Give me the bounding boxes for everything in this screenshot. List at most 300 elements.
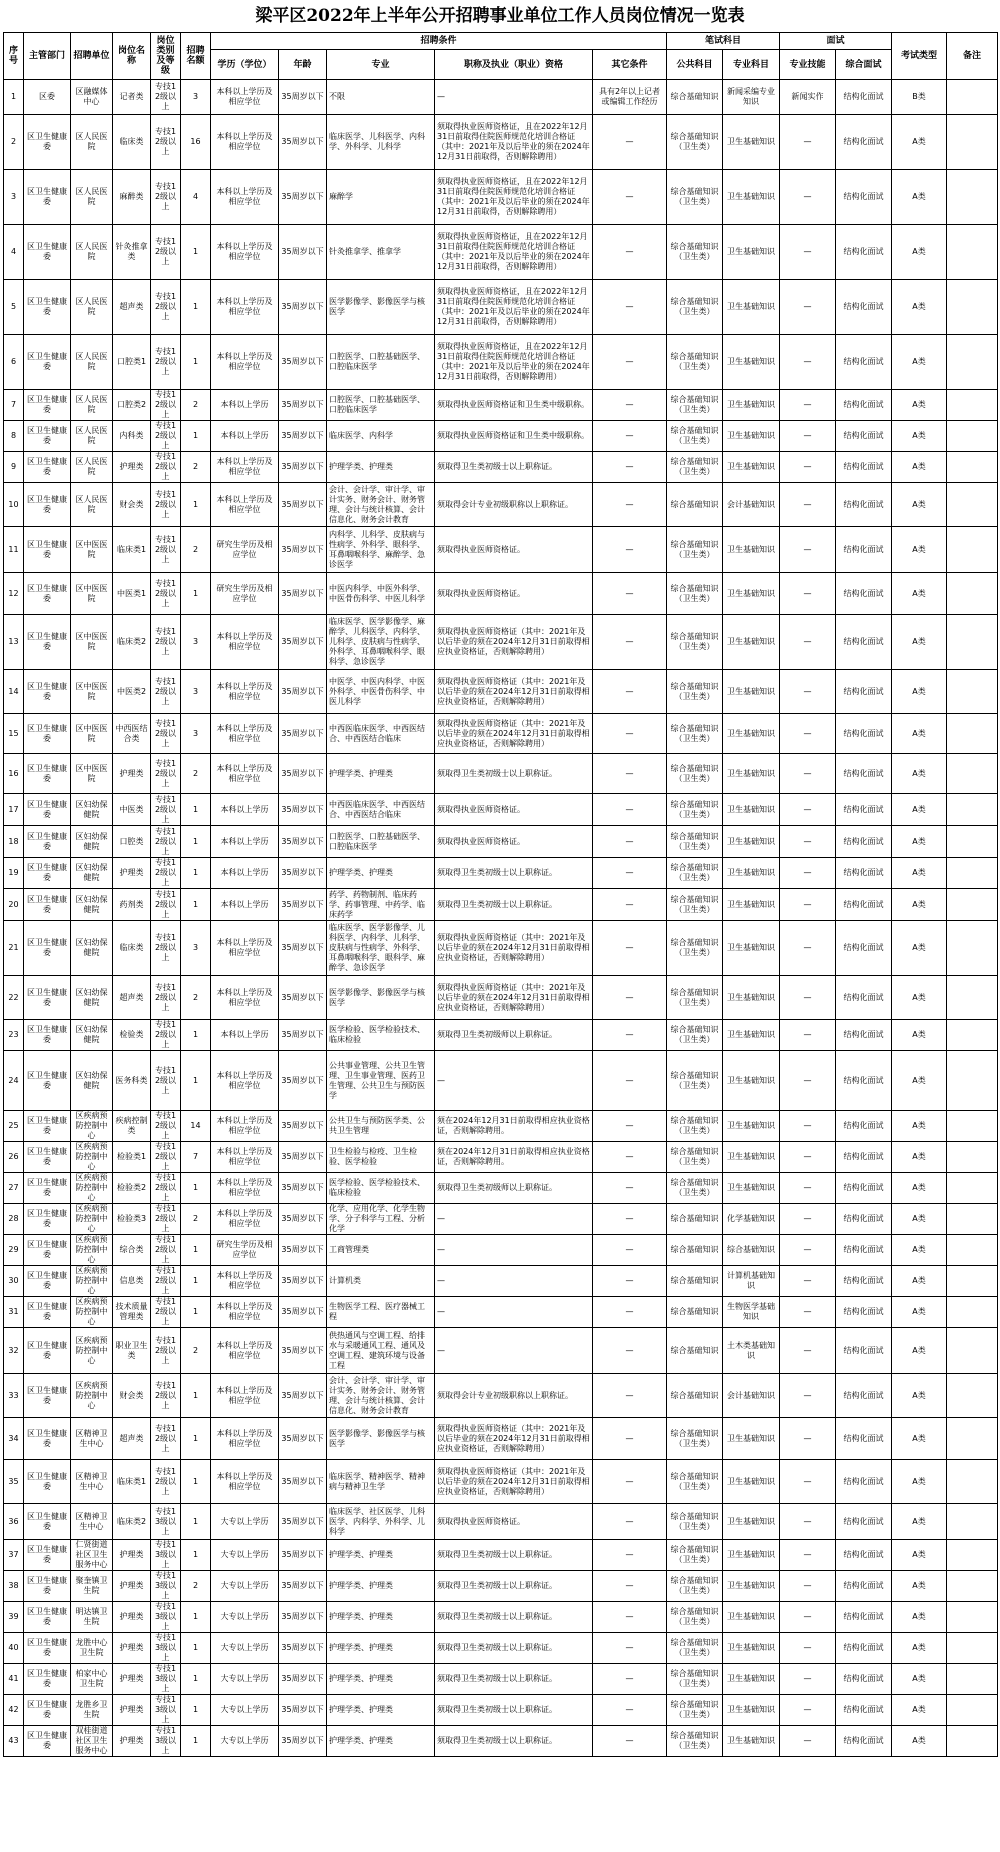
cell-post: 检验类1 [113, 1142, 151, 1173]
cell-age: 35周岁以下 [279, 1235, 327, 1266]
cell-other: — [593, 794, 667, 826]
cell-cat: 专技12级以上 [151, 573, 181, 615]
cell-post: 护理类 [113, 754, 151, 794]
cell-major: 护理学类、护理类 [327, 452, 435, 483]
cell-post: 内科类 [113, 421, 151, 452]
cell-qual: — [435, 80, 593, 115]
cell-pub: 综合基础知识（卫生类） [667, 1695, 723, 1726]
cell-pub: 综合基础知识（卫生类） [667, 335, 723, 390]
cell-edu: 本科以上学历 [211, 858, 279, 889]
cell-skill: — [780, 1602, 836, 1633]
cell-qual: 须取得执业医师资格证（其中：2021年及以后毕业的须在2024年12月31日前取得相应执业资格证，否则解除聘用） [435, 1460, 593, 1504]
table-row [4, 1235, 998, 1266]
cell-note [947, 714, 998, 754]
cell-other: — [593, 826, 667, 858]
cell-edu: 本科以上学历及相应学位 [211, 483, 279, 527]
cell-prof: 卫生基础知识 [723, 858, 780, 889]
cell-prof: 卫生基础知识 [723, 280, 780, 335]
cell-dept: 区卫生健康委 [24, 483, 71, 527]
cell-seq: 36 [4, 1504, 24, 1540]
cell-unit: 区人民医院 [71, 452, 113, 483]
cell-note [947, 1460, 998, 1504]
table-row [4, 421, 998, 452]
cell-dept: 区卫生健康委 [24, 889, 71, 921]
cell-pub: 综合基础知识（卫生类） [667, 1602, 723, 1633]
cell-age: 35周岁以下 [279, 1418, 327, 1460]
cell-prof: 卫生基础知识 [723, 921, 780, 976]
cell-age: 35周岁以下 [279, 858, 327, 889]
cell-post: 检验类2 [113, 1173, 151, 1204]
cell-qual: 须取得执业医师资格证（其中：2021年及以后毕业的须在2024年12月31日前取得相应执业资格证，否则解除聘用） [435, 714, 593, 754]
cell-pub: 综合基础知识（卫生类） [667, 390, 723, 421]
table-row [4, 390, 998, 421]
cell-cat: 专技13级以上 [151, 1571, 181, 1602]
cell-num: 1 [181, 858, 211, 889]
cell-dept: 区卫生健康委 [24, 1633, 71, 1664]
cell-unit: 区精神卫生中心 [71, 1504, 113, 1540]
cell-note [947, 1328, 998, 1374]
cell-major: 化学、应用化学、化学生物学、分子科学与工程、分析化学 [327, 1204, 435, 1235]
cell-seq: 27 [4, 1173, 24, 1204]
cell-major: 计算机类 [327, 1266, 435, 1297]
cell-age: 35周岁以下 [279, 1020, 327, 1051]
cell-prof: 卫生基础知识 [723, 670, 780, 714]
cell-prof: 卫生基础知识 [723, 527, 780, 573]
cell-other: — [593, 527, 667, 573]
cell-comp: 结构化面试 [836, 1504, 892, 1540]
cell-dept: 区卫生健康委 [24, 1602, 71, 1633]
cell-note [947, 115, 998, 170]
table-row [4, 615, 998, 670]
cell-comp: 结构化面试 [836, 670, 892, 714]
cell-major: 护理学类、护理类 [327, 1664, 435, 1695]
cell-note [947, 1664, 998, 1695]
table-row [4, 858, 998, 889]
cell-other: — [593, 714, 667, 754]
cell-prof: 卫生基础知识 [723, 170, 780, 225]
cell-unit: 明达镇卫生院 [71, 1602, 113, 1633]
cell-dept: 区卫生健康委 [24, 390, 71, 421]
cell-seq: 3 [4, 170, 24, 225]
cell-edu: 本科以上学历及相应学位 [211, 1142, 279, 1173]
cell-comp: 结构化面试 [836, 858, 892, 889]
cell-num: 1 [181, 1418, 211, 1460]
cell-seq: 12 [4, 573, 24, 615]
cell-skill: — [780, 1142, 836, 1173]
cell-type: A类 [892, 1602, 947, 1633]
cell-type: A类 [892, 976, 947, 1020]
cell-seq: 35 [4, 1460, 24, 1504]
cell-unit: 区人民医院 [71, 483, 113, 527]
cell-prof: 卫生基础知识 [723, 1051, 780, 1111]
cell-major: 中医学、中医内科学、中医外科学、中医骨伤科学、中医儿科学 [327, 670, 435, 714]
cell-type: A类 [892, 858, 947, 889]
cell-note [947, 754, 998, 794]
cell-prof: 卫生基础知识 [723, 1664, 780, 1695]
cell-age: 35周岁以下 [279, 714, 327, 754]
header-major: 专业 [327, 50, 435, 80]
cell-major: 护理学类、护理类 [327, 1695, 435, 1726]
cell-post: 护理类 [113, 1571, 151, 1602]
cell-note [947, 225, 998, 280]
cell-other: — [593, 1204, 667, 1235]
cell-seq: 2 [4, 115, 24, 170]
cell-dept: 区卫生健康委 [24, 527, 71, 573]
cell-comp: 结构化面试 [836, 615, 892, 670]
cell-comp: 结构化面试 [836, 1633, 892, 1664]
cell-num: 1 [181, 1374, 211, 1418]
cell-comp: 结构化面试 [836, 225, 892, 280]
cell-dept: 区卫生健康委 [24, 1460, 71, 1504]
cell-dept: 区卫生健康委 [24, 1051, 71, 1111]
cell-num: 3 [181, 80, 211, 115]
cell-other: — [593, 921, 667, 976]
cell-pub: 综合基础知识（卫生类） [667, 858, 723, 889]
cell-skill: — [780, 1633, 836, 1664]
cell-other: — [593, 976, 667, 1020]
table-row [4, 1504, 998, 1540]
cell-edu: 研究生学历及相应学位 [211, 573, 279, 615]
cell-dept: 区卫生健康委 [24, 335, 71, 390]
cell-edu: 本科以上学历及相应学位 [211, 280, 279, 335]
cell-type: A类 [892, 1664, 947, 1695]
cell-unit: 聚奎镇卫生院 [71, 1571, 113, 1602]
cell-skill: — [780, 1540, 836, 1571]
table-row [4, 670, 998, 714]
cell-prof: 卫生基础知识 [723, 1540, 780, 1571]
cell-note [947, 1540, 998, 1571]
cell-age: 35周岁以下 [279, 1504, 327, 1540]
cell-num: 2 [181, 527, 211, 573]
cell-cat: 专技13级以上 [151, 1633, 181, 1664]
cell-other: — [593, 483, 667, 527]
cell-post: 财会类 [113, 483, 151, 527]
cell-prof: 土木类基础知识 [723, 1328, 780, 1374]
cell-post: 临床类 [113, 115, 151, 170]
cell-major: 口腔医学、口腔基础医学、口腔临床医学 [327, 335, 435, 390]
cell-other: — [593, 1504, 667, 1540]
cell-age: 35周岁以下 [279, 225, 327, 280]
cell-post: 麻醉类 [113, 170, 151, 225]
cell-seq: 5 [4, 280, 24, 335]
cell-unit: 区疾病预防控制中心 [71, 1328, 113, 1374]
cell-seq: 37 [4, 1540, 24, 1571]
cell-skill: — [780, 1051, 836, 1111]
cell-unit: 区中医医院 [71, 573, 113, 615]
cell-type: A类 [892, 1173, 947, 1204]
cell-edu: 本科以上学历 [211, 794, 279, 826]
table-row [4, 170, 998, 225]
cell-skill: — [780, 335, 836, 390]
cell-unit: 区精神卫生中心 [71, 1460, 113, 1504]
cell-cat: 专技13级以上 [151, 1540, 181, 1571]
cell-cat: 专技12级以上 [151, 921, 181, 976]
cell-dept: 区卫生健康委 [24, 794, 71, 826]
cell-major: 卫生检验与检疫、卫生检验、医学检验 [327, 1142, 435, 1173]
cell-dept: 区卫生健康委 [24, 826, 71, 858]
cell-seq: 31 [4, 1297, 24, 1328]
cell-qual: 须取得卫生类初级士以上职称证。 [435, 452, 593, 483]
cell-edu: 本科以上学历及相应学位 [211, 335, 279, 390]
cell-num: 1 [181, 280, 211, 335]
cell-age: 35周岁以下 [279, 921, 327, 976]
cell-note [947, 1235, 998, 1266]
cell-pub: 综合基础知识（卫生类） [667, 1142, 723, 1173]
cell-skill: — [780, 280, 836, 335]
cell-skill: — [780, 573, 836, 615]
cell-comp: 结构化面试 [836, 976, 892, 1020]
cell-age: 35周岁以下 [279, 1540, 327, 1571]
cell-cat: 专技12级以上 [151, 225, 181, 280]
cell-prof: 卫生基础知识 [723, 1602, 780, 1633]
cell-pub: 综合基础知识（卫生类） [667, 1540, 723, 1571]
table-row [4, 1374, 998, 1418]
cell-prof: 卫生基础知识 [723, 794, 780, 826]
cell-pub: 综合基础知识（卫生类） [667, 1418, 723, 1460]
table-row [4, 1460, 998, 1504]
table-row [4, 1695, 998, 1726]
cell-dept: 区卫生健康委 [24, 754, 71, 794]
cell-other: — [593, 225, 667, 280]
cell-other: — [593, 1142, 667, 1173]
cell-cat: 专技12级以上 [151, 1460, 181, 1504]
cell-prof: 生物医学基础知识 [723, 1297, 780, 1328]
cell-seq: 13 [4, 615, 24, 670]
cell-other: — [593, 170, 667, 225]
table-row [4, 1726, 998, 1757]
cell-major: 生物医学工程、医疗器械工程 [327, 1297, 435, 1328]
cell-qual: 须取得卫生类初级士以上职称证。 [435, 889, 593, 921]
cell-seq: 9 [4, 452, 24, 483]
cell-age: 35周岁以下 [279, 670, 327, 714]
cell-pub: 综合基础知识（卫生类） [667, 115, 723, 170]
cell-major: 临床医学、儿科医学、内科学、外科学、儿科学 [327, 115, 435, 170]
cell-unit: 区融媒体中心 [71, 80, 113, 115]
cell-skill: — [780, 421, 836, 452]
cell-prof: 卫生基础知识 [723, 1111, 780, 1142]
cell-pub: 综合基础知识（卫生类） [667, 170, 723, 225]
cell-num: 1 [181, 1051, 211, 1111]
cell-comp: 结构化面试 [836, 794, 892, 826]
cell-skill: — [780, 1173, 836, 1204]
cell-seq: 33 [4, 1374, 24, 1418]
cell-num: 1 [181, 1633, 211, 1664]
cell-pub: 综合基础知识（卫生类） [667, 1020, 723, 1051]
cell-dept: 区卫生健康委 [24, 858, 71, 889]
cell-comp: 结构化面试 [836, 1571, 892, 1602]
table-row [4, 1173, 998, 1204]
cell-post: 中医类2 [113, 670, 151, 714]
cell-dept: 区卫生健康委 [24, 1020, 71, 1051]
cell-major: 临床医学、医学影像学、麻醉学、儿科医学、内科学、儿科学、皮肤病与性病学、外科学、耳鼻咽喉科学、眼科学、急诊医学 [327, 615, 435, 670]
positions-table [3, 32, 998, 1757]
cell-qual: 须取得卫生类初级师以上职称证。 [435, 1020, 593, 1051]
cell-type: A类 [892, 826, 947, 858]
cell-age: 35周岁以下 [279, 1664, 327, 1695]
cell-num: 1 [181, 826, 211, 858]
cell-qual: 须取得卫生类初级士以上职称证。 [435, 1695, 593, 1726]
cell-pub: 综合基础知识（卫生类） [667, 889, 723, 921]
cell-comp: 结构化面试 [836, 1695, 892, 1726]
cell-type: A类 [892, 615, 947, 670]
cell-major: 针灸推拿学、推拿学 [327, 225, 435, 280]
cell-note [947, 1418, 998, 1460]
cell-cat: 专技12级以上 [151, 170, 181, 225]
cell-skill: — [780, 1664, 836, 1695]
cell-num: 3 [181, 670, 211, 714]
cell-major: 临床医学、精神医学、精神病与精神卫生学 [327, 1460, 435, 1504]
cell-seq: 22 [4, 976, 24, 1020]
cell-comp: 结构化面试 [836, 527, 892, 573]
cell-pub: 综合基础知识 [667, 1374, 723, 1418]
cell-pub: 综合基础知识（卫生类） [667, 1173, 723, 1204]
cell-pub: 综合基础知识（卫生类） [667, 1633, 723, 1664]
cell-dept: 区卫生健康委 [24, 1328, 71, 1374]
cell-pub: 综合基础知识（卫生类） [667, 527, 723, 573]
cell-type: B类 [892, 80, 947, 115]
cell-unit: 区疾病预防控制中心 [71, 1142, 113, 1173]
cell-cat: 专技12级以上 [151, 976, 181, 1020]
cell-qual: 须取得执业医师资格证，且在2022年12月31日前取得住院医师规范化培训合格证（其中：2021年及以后毕业的须在2024年12月31日前取得，否则解除聘用） [435, 170, 593, 225]
cell-edu: 研究生学历及相应学位 [211, 1235, 279, 1266]
cell-prof: 卫生基础知识 [723, 335, 780, 390]
cell-num: 2 [181, 976, 211, 1020]
cell-major: 护理学类、护理类 [327, 1633, 435, 1664]
cell-qual: 须取得执业医师资格证。 [435, 1504, 593, 1540]
cell-seq: 8 [4, 421, 24, 452]
table-row [4, 115, 998, 170]
cell-cat: 专技12级以上 [151, 1111, 181, 1142]
cell-num: 1 [181, 1540, 211, 1571]
cell-dept: 区卫生健康委 [24, 421, 71, 452]
cell-type: A类 [892, 1235, 947, 1266]
cell-pub: 综合基础知识（卫生类） [667, 1571, 723, 1602]
cell-skill: — [780, 1328, 836, 1374]
cell-skill: — [780, 1266, 836, 1297]
cell-cat: 专技12级以上 [151, 889, 181, 921]
cell-skill: — [780, 714, 836, 754]
cell-unit: 区中医医院 [71, 615, 113, 670]
cell-post: 检验类 [113, 1020, 151, 1051]
cell-dept: 区卫生健康委 [24, 452, 71, 483]
cell-dept: 区卫生健康委 [24, 714, 71, 754]
cell-qual: — [435, 1235, 593, 1266]
cell-type: A类 [892, 390, 947, 421]
cell-age: 35周岁以下 [279, 573, 327, 615]
cell-post: 超声类 [113, 976, 151, 1020]
cell-other: — [593, 390, 667, 421]
cell-age: 35周岁以下 [279, 335, 327, 390]
cell-prof: 卫生基础知识 [723, 889, 780, 921]
cell-num: 2 [181, 1571, 211, 1602]
cell-qual: 须取得执业医师资格证，且在2022年12月31日前取得住院医师规范化培训合格证（其中：2021年及以后毕业的须在2024年12月31日前取得，否则解除聘用） [435, 225, 593, 280]
cell-cat: 专技12级以上 [151, 1142, 181, 1173]
cell-major: 医学影像学、影像医学与核医学 [327, 976, 435, 1020]
cell-comp: 结构化面试 [836, 1142, 892, 1173]
cell-post: 综合类 [113, 1235, 151, 1266]
cell-pub: 综合基础知识（卫生类） [667, 1504, 723, 1540]
cell-note [947, 1633, 998, 1664]
cell-edu: 本科以上学历及相应学位 [211, 80, 279, 115]
cell-seq: 11 [4, 527, 24, 573]
cell-pub: 综合基础知识 [667, 1235, 723, 1266]
cell-note [947, 1051, 998, 1111]
cell-comp: 结构化面试 [836, 1111, 892, 1142]
cell-qual: — [435, 1266, 593, 1297]
cell-age: 35周岁以下 [279, 1051, 327, 1111]
cell-comp: 结构化面试 [836, 1266, 892, 1297]
cell-pub: 综合基础知识 [667, 1297, 723, 1328]
cell-dept: 区卫生健康委 [24, 670, 71, 714]
header-dept: 主管部门 [24, 33, 71, 80]
cell-seq: 30 [4, 1266, 24, 1297]
cell-skill: — [780, 483, 836, 527]
cell-edu: 研究生学历及相应学位 [211, 527, 279, 573]
cell-qual: 须取得执业医师资格证，且在2022年12月31日前取得住院医师规范化培训合格证（其中：2021年及以后毕业的须在2024年12月31日前取得，否则解除聘用） [435, 280, 593, 335]
cell-cat: 专技12级以上 [151, 670, 181, 714]
cell-age: 35周岁以下 [279, 452, 327, 483]
cell-edu: 本科以上学历及相应学位 [211, 921, 279, 976]
cell-edu: 本科以上学历及相应学位 [211, 1204, 279, 1235]
table-row [4, 714, 998, 754]
cell-qual: 须取得执业医师资格证和卫生类中级职称。 [435, 390, 593, 421]
cell-note [947, 335, 998, 390]
cell-cat: 专技13级以上 [151, 1726, 181, 1757]
cell-major: 药学、药物制剂、临床药学、药事管理、中药学、临床药学 [327, 889, 435, 921]
cell-other: — [593, 280, 667, 335]
cell-qual: 须取得卫生类初级士以上职称证。 [435, 1602, 593, 1633]
cell-unit: 双桂街道社区卫生服务中心 [71, 1726, 113, 1757]
cell-qual: 须取得卫生类初级士以上职称证。 [435, 1726, 593, 1757]
cell-dept: 区卫生健康委 [24, 280, 71, 335]
cell-skill: — [780, 225, 836, 280]
cell-prof: 卫生基础知识 [723, 754, 780, 794]
cell-comp: 结构化面试 [836, 1602, 892, 1633]
cell-comp: 结构化面试 [836, 483, 892, 527]
cell-seq: 43 [4, 1726, 24, 1757]
cell-unit: 区妇幼保健院 [71, 826, 113, 858]
cell-skill: — [780, 670, 836, 714]
cell-post: 超声类 [113, 280, 151, 335]
cell-major: 不限 [327, 80, 435, 115]
cell-edu: 本科以上学历及相应学位 [211, 452, 279, 483]
cell-edu: 本科以上学历 [211, 826, 279, 858]
cell-pub: 综合基础知识（卫生类） [667, 826, 723, 858]
cell-dept: 区卫生健康委 [24, 573, 71, 615]
cell-major: 麻醉学 [327, 170, 435, 225]
cell-edu: 本科以上学历及相应学位 [211, 225, 279, 280]
cell-note [947, 421, 998, 452]
cell-note [947, 615, 998, 670]
table-row [4, 452, 998, 483]
cell-comp: 结构化面试 [836, 280, 892, 335]
header-edu: 学历（学位） [211, 50, 279, 80]
cell-num: 7 [181, 1142, 211, 1173]
cell-skill: — [780, 1374, 836, 1418]
cell-dept: 区卫生健康委 [24, 1204, 71, 1235]
cell-skill: — [780, 1235, 836, 1266]
cell-seq: 17 [4, 794, 24, 826]
cell-num: 1 [181, 1695, 211, 1726]
cell-seq: 24 [4, 1051, 24, 1111]
table-row [4, 1602, 998, 1633]
cell-type: A类 [892, 1726, 947, 1757]
cell-major: 护理学类、护理类 [327, 858, 435, 889]
cell-pub: 综合基础知识（卫生类） [667, 921, 723, 976]
header-unit: 招聘单位 [71, 33, 113, 80]
cell-cat: 专技12级以上 [151, 280, 181, 335]
table-row [4, 527, 998, 573]
